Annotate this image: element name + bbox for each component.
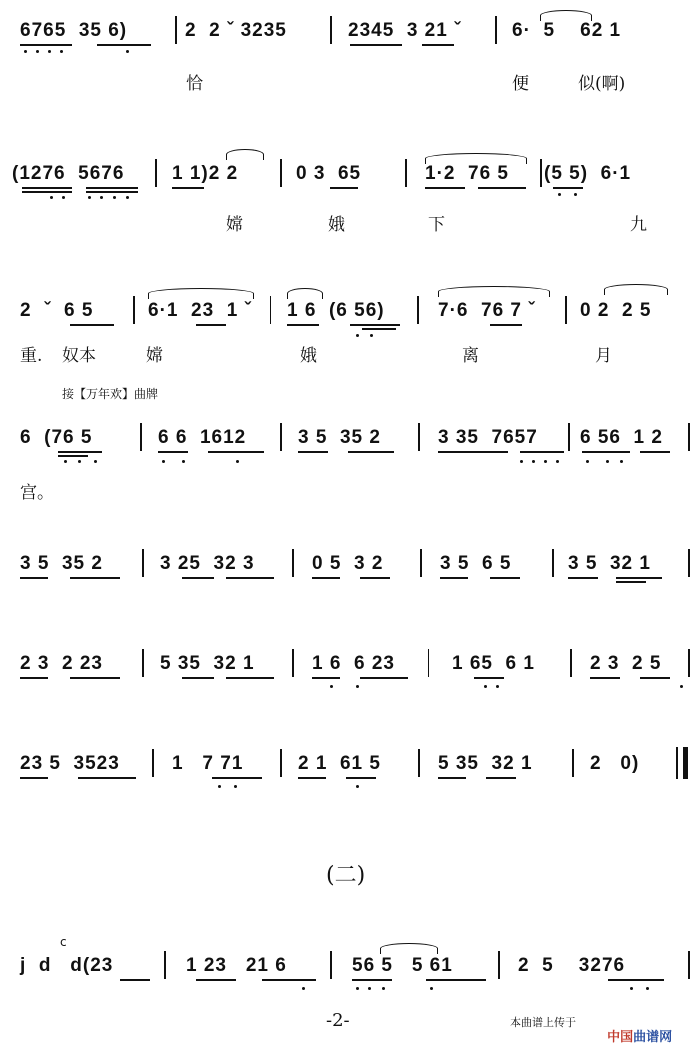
measure: 0 3 65 <box>296 163 362 184</box>
barline <box>570 649 572 677</box>
lyric: 嫦 <box>226 215 243 235</box>
octave-dot <box>113 196 116 199</box>
upload-credit: 本曲谱上传于 <box>510 1016 576 1029</box>
underline <box>474 677 504 679</box>
barline <box>175 16 177 44</box>
measure: j d d(23 <box>20 955 114 976</box>
barline <box>280 159 282 187</box>
underline <box>22 191 72 193</box>
barline <box>688 423 690 451</box>
barline <box>568 423 570 451</box>
underline <box>287 324 319 326</box>
barline <box>688 549 690 577</box>
measure: 3 5 32 1 <box>568 553 651 574</box>
octave-dot <box>606 460 609 463</box>
underline <box>426 979 486 981</box>
underline <box>70 577 120 579</box>
underline <box>22 187 72 189</box>
measure: 2 ˇ 6 5 <box>20 300 94 321</box>
barline <box>552 549 554 577</box>
underline <box>298 777 326 779</box>
octave-dot <box>370 334 373 337</box>
underline <box>182 677 214 679</box>
octave-dot <box>60 50 63 53</box>
barline <box>572 749 574 777</box>
barline <box>495 16 497 44</box>
barline <box>417 296 419 324</box>
underline <box>212 777 262 779</box>
measure: 2345 3 21 ˇ <box>348 20 462 41</box>
lyric: 似(啊) <box>578 74 626 94</box>
barline <box>420 549 422 577</box>
measure: 1 6 6 23 <box>312 653 395 674</box>
underline <box>440 577 468 579</box>
measure: 1 1)2 2 <box>172 163 239 184</box>
measure: 2 1 61 5 <box>298 753 381 774</box>
underline <box>486 777 516 779</box>
slur <box>148 288 254 299</box>
underline <box>362 328 396 330</box>
underline <box>568 577 598 579</box>
underline <box>616 581 646 583</box>
barline <box>498 951 500 979</box>
octave-dot <box>544 460 547 463</box>
octave-dot <box>236 460 239 463</box>
measure: 2 5 3276 <box>518 955 626 976</box>
octave-dot <box>50 196 53 199</box>
octave-dot <box>680 685 683 688</box>
measure: 2 0) <box>590 753 640 774</box>
octave-dot <box>496 685 499 688</box>
octave-dot <box>218 785 221 788</box>
underline <box>640 451 670 453</box>
underline <box>608 979 664 981</box>
underline <box>78 777 136 779</box>
underline <box>346 777 376 779</box>
measure: 6 (76 5 <box>20 427 93 448</box>
underline <box>298 451 328 453</box>
slur <box>425 153 527 164</box>
octave-dot <box>330 685 333 688</box>
barline <box>330 951 332 979</box>
octave-dot <box>36 50 39 53</box>
octave-dot <box>234 785 237 788</box>
octave-dot <box>48 50 51 53</box>
underline <box>196 979 236 981</box>
measure: 3 5 35 2 <box>20 553 103 574</box>
barline <box>280 423 282 451</box>
octave-dot <box>126 196 129 199</box>
measure: 1·2 76 5 <box>425 163 509 184</box>
octave-dot <box>558 193 561 196</box>
octave-dot <box>368 987 371 990</box>
lyric: 便 <box>512 74 529 94</box>
tune-annotation: 接【万年欢】曲牌 <box>62 387 159 401</box>
octave-dot <box>88 196 91 199</box>
underline <box>425 187 465 189</box>
octave-dot <box>302 987 305 990</box>
octave-dot <box>382 987 385 990</box>
underline <box>348 451 394 453</box>
underline <box>20 677 48 679</box>
barline <box>140 423 142 451</box>
barline <box>142 549 144 577</box>
lyric: 娥 <box>300 346 317 366</box>
measure: 2 2 ˇ 3235 <box>185 20 287 41</box>
underline <box>58 451 102 453</box>
underline <box>438 451 508 453</box>
measure: 23 5 3523 <box>20 753 120 774</box>
octave-dot <box>356 987 359 990</box>
measure: 3 35 7657 <box>438 427 538 448</box>
measure: 6 56 1 2 <box>580 427 663 448</box>
underline <box>70 677 120 679</box>
octave-dot <box>24 50 27 53</box>
measure: 3 25 32 3 <box>160 553 255 574</box>
octave-dot <box>574 193 577 196</box>
lyric: 奴本 <box>62 346 96 366</box>
lyric: 恰 <box>186 74 203 94</box>
octave-dot <box>62 196 65 199</box>
underline <box>20 44 72 46</box>
underline <box>330 187 358 189</box>
underline <box>20 577 48 579</box>
logo-prefix: 中国 <box>607 1030 634 1045</box>
measure: 6· 5 62 1 <box>512 20 622 41</box>
underline <box>226 577 274 579</box>
final-barline-thick <box>683 747 688 779</box>
underline <box>360 677 408 679</box>
lyric: 宫。 <box>20 483 54 503</box>
octave-dot <box>126 50 129 53</box>
measure: 0 2 2 5 <box>580 300 652 321</box>
measure: 3 5 6 5 <box>440 553 512 574</box>
underline <box>616 577 662 579</box>
underline <box>553 187 583 189</box>
octave-dot <box>430 987 433 990</box>
barline <box>133 296 135 324</box>
underline <box>350 324 400 326</box>
octave-dot <box>620 460 623 463</box>
lyric: 嫦 <box>146 346 163 366</box>
barline <box>155 159 157 187</box>
measure: 1 7 71 <box>172 753 244 774</box>
measure: (5 5) 6·1 <box>544 163 632 184</box>
measure: 2 3 2 5 <box>590 653 662 674</box>
underline <box>172 187 204 189</box>
underline <box>438 777 466 779</box>
lyric: 离 <box>462 346 479 366</box>
underline <box>312 677 340 679</box>
lyric: 重. <box>20 346 43 366</box>
measure: 2 3 2 23 <box>20 653 103 674</box>
octave-dot <box>520 460 523 463</box>
octave-dot <box>586 460 589 463</box>
measure: 5 35 32 1 <box>160 653 255 674</box>
measure: 56 5 5 61 <box>352 955 453 976</box>
underline <box>590 677 620 679</box>
underline <box>640 677 670 679</box>
underline <box>208 451 264 453</box>
barline <box>405 159 407 187</box>
section-title: (二) <box>326 863 366 888</box>
page-number: -2- <box>326 1010 350 1031</box>
barline <box>164 951 166 979</box>
slur <box>287 288 323 299</box>
barline <box>418 749 420 777</box>
underline <box>86 191 138 193</box>
measure: 1 65 6 1 <box>452 653 535 674</box>
underline <box>312 577 340 579</box>
barline <box>418 423 420 451</box>
octave-dot <box>356 785 359 788</box>
measure: 0 5 3 2 <box>312 553 384 574</box>
barline <box>270 296 271 324</box>
barline <box>292 649 294 677</box>
slur <box>540 10 592 21</box>
underline <box>70 324 114 326</box>
slur <box>604 284 668 295</box>
octave-dot <box>94 460 97 463</box>
logo-main: 曲谱网 <box>633 1030 673 1045</box>
underline <box>490 324 522 326</box>
octave-dot <box>356 685 359 688</box>
underline <box>58 455 88 457</box>
lyric: 九 <box>630 215 647 235</box>
underline <box>120 979 150 981</box>
measure: 3 5 35 2 <box>298 427 381 448</box>
underline <box>582 451 630 453</box>
measure: 1 23 21 6 <box>186 955 287 976</box>
slur <box>438 286 550 297</box>
measure: (1276 5676 <box>12 163 125 184</box>
underline <box>20 777 48 779</box>
barline <box>428 649 429 677</box>
octave-dot <box>162 460 165 463</box>
octave-dot <box>646 987 649 990</box>
measure: 6 6 1612 <box>158 427 247 448</box>
site-logo[interactable] <box>598 1011 672 1045</box>
barline <box>688 649 690 677</box>
barline <box>565 296 567 324</box>
underline <box>478 187 526 189</box>
measure: 1 6 (6 56) <box>287 300 385 321</box>
octave-dot <box>78 460 81 463</box>
octave-dot <box>484 685 487 688</box>
underline <box>86 187 138 189</box>
measure: 6·1 23 1 ˇ <box>148 300 252 321</box>
final-barline-thin <box>676 747 678 779</box>
underline <box>350 44 402 46</box>
underline <box>196 324 226 326</box>
octave-dot <box>532 460 535 463</box>
underline <box>490 577 520 579</box>
octave-dot <box>64 460 67 463</box>
underline <box>262 979 316 981</box>
underline <box>97 44 151 46</box>
underline <box>520 451 564 453</box>
octave-dot <box>182 460 185 463</box>
underline <box>226 677 274 679</box>
octave-dot <box>100 196 103 199</box>
lyric: 娥 <box>328 215 345 235</box>
underline <box>360 577 390 579</box>
underline <box>352 979 392 981</box>
octave-dot <box>556 460 559 463</box>
measure: 6765 35 6) <box>20 20 128 41</box>
barline <box>292 549 294 577</box>
octave-dot <box>630 987 633 990</box>
barline <box>142 649 144 677</box>
underline <box>182 577 214 579</box>
barline <box>280 749 282 777</box>
lyric: 下 <box>428 215 445 235</box>
slur <box>226 149 264 160</box>
measure: 5 35 32 1 <box>438 753 533 774</box>
underline <box>422 44 454 46</box>
barline <box>330 16 332 44</box>
lyric: 月 <box>595 346 612 366</box>
slur <box>380 943 438 954</box>
octave-dot <box>356 334 359 337</box>
underline <box>158 451 188 453</box>
barline <box>688 951 690 979</box>
barline <box>152 749 154 777</box>
measure: 7·6 76 7 ˇ <box>438 300 536 321</box>
barline <box>540 159 542 187</box>
grace-mark: c <box>60 935 67 949</box>
